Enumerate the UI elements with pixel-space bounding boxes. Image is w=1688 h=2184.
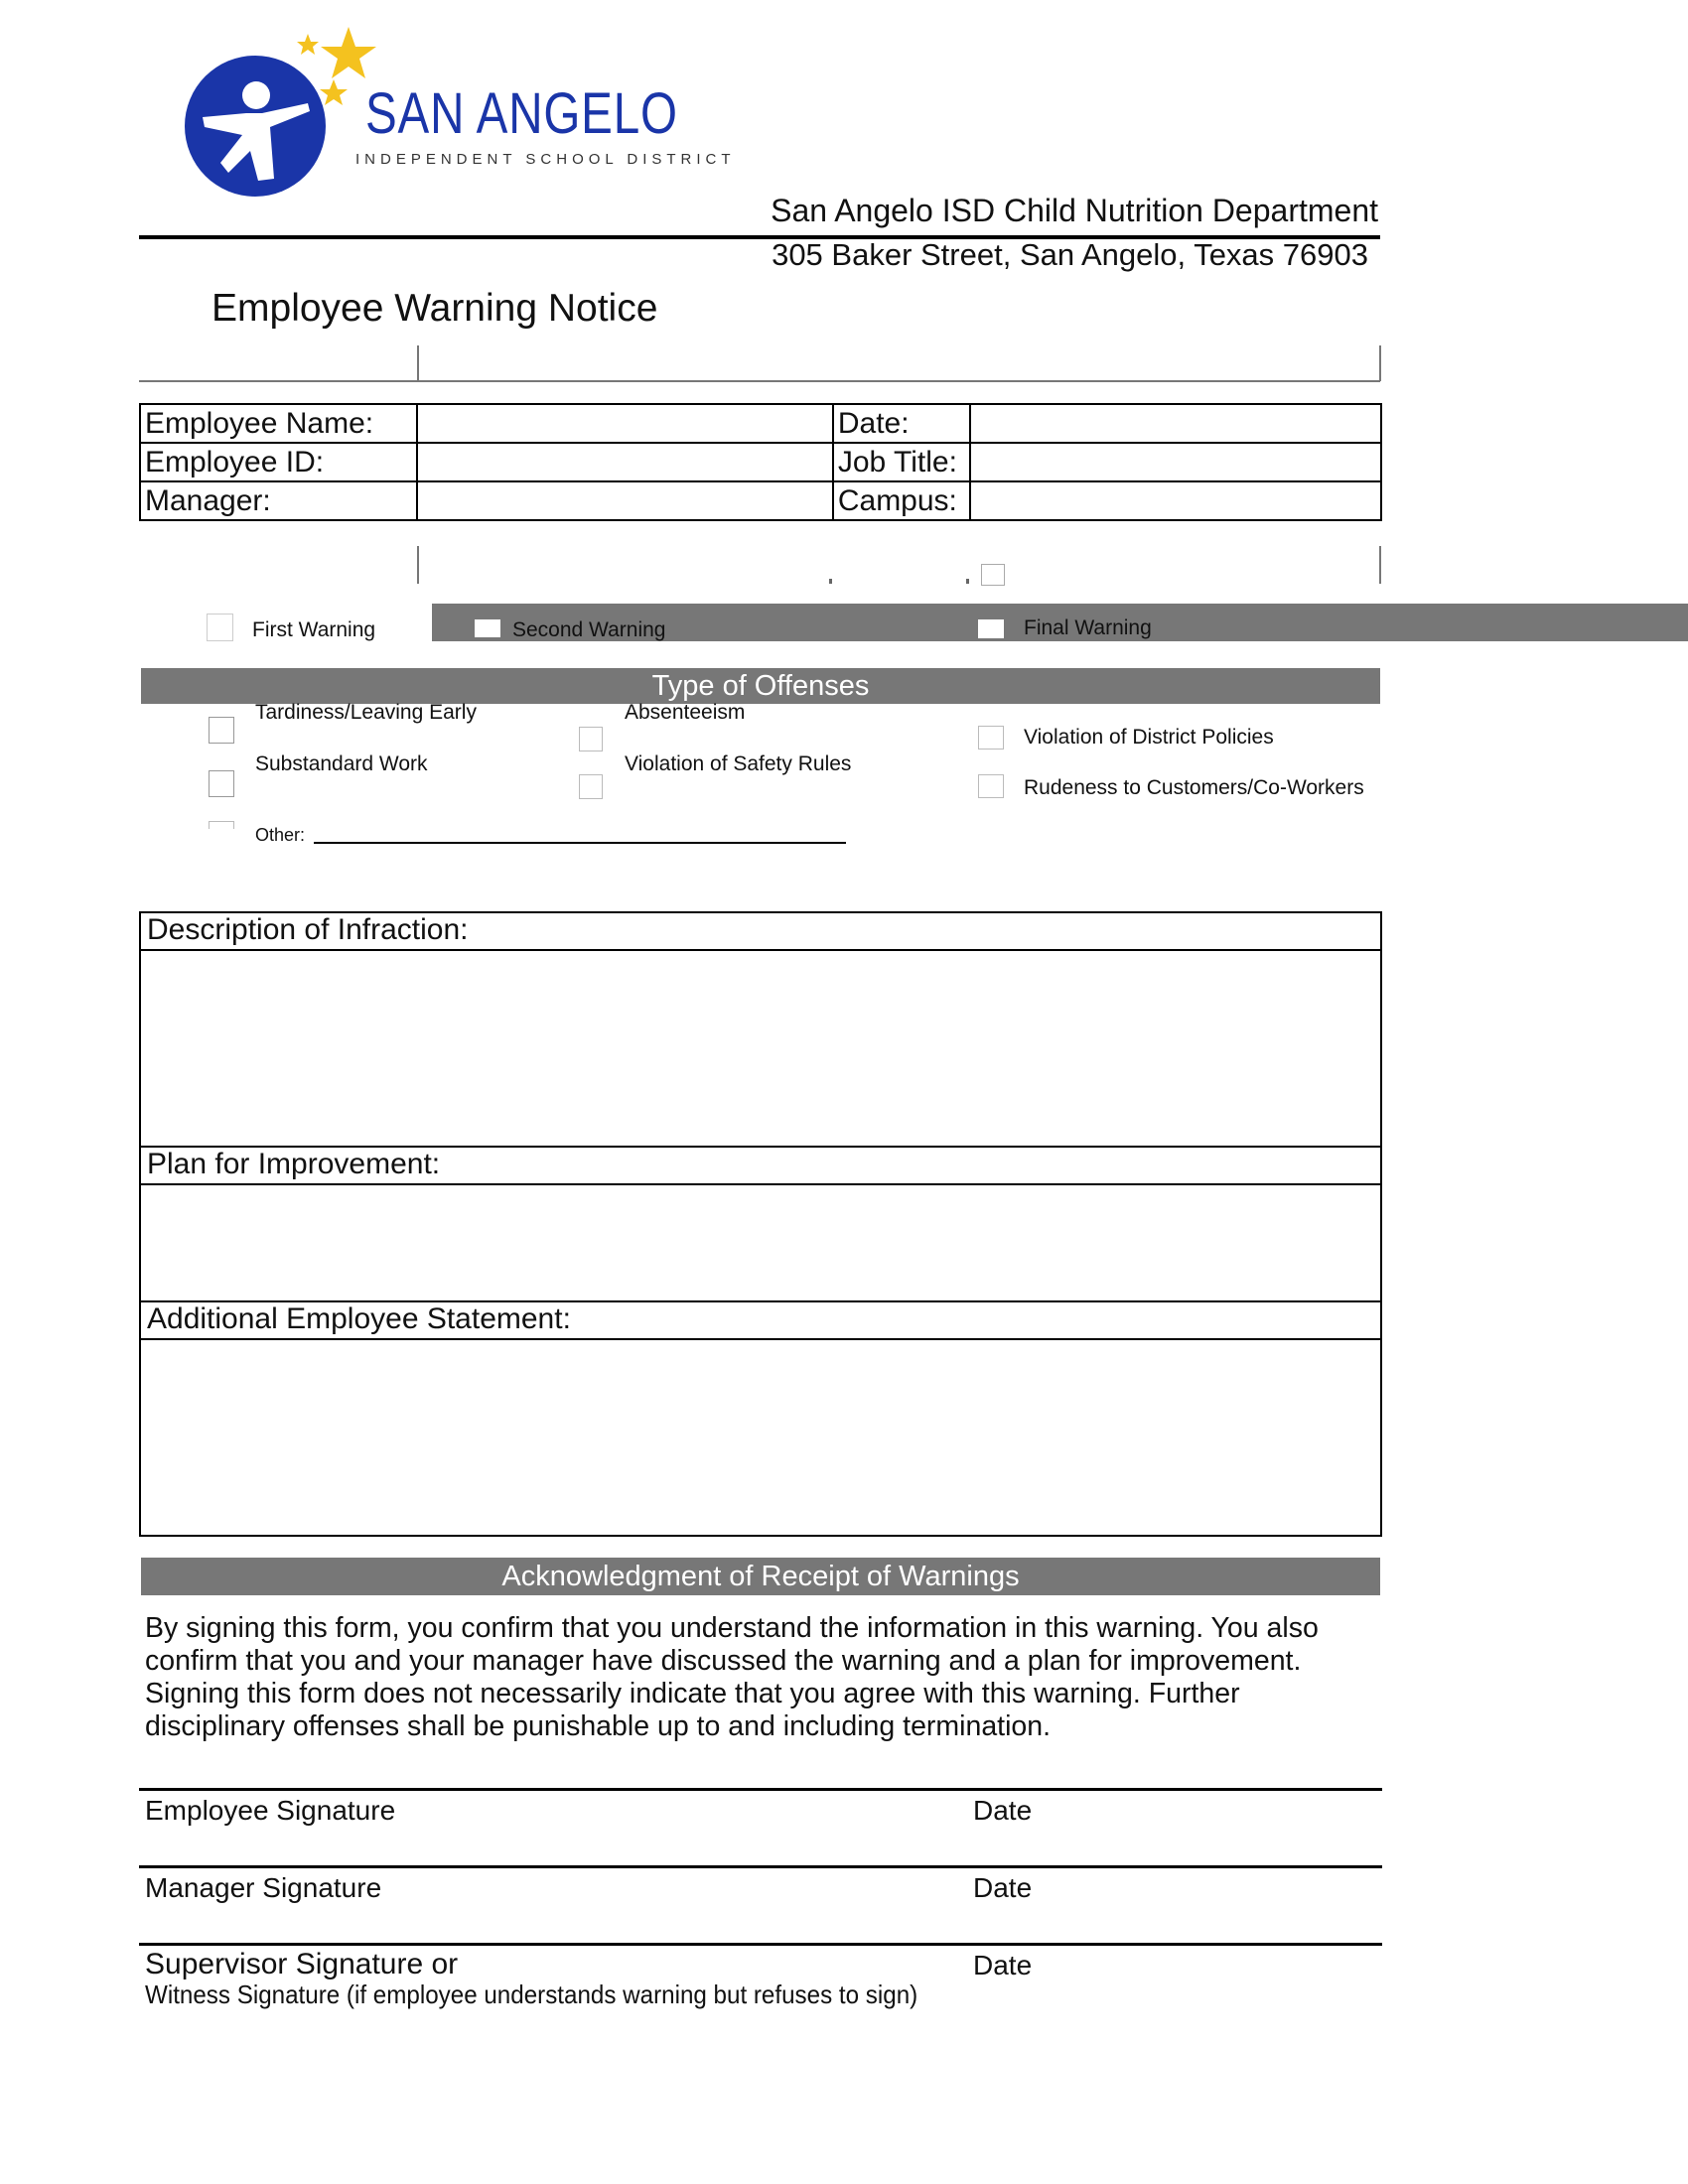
rudeness-label: Rudeness to Customers/Co-Workers bbox=[1024, 776, 1364, 799]
acknowledgment-text bbox=[145, 1612, 1336, 1743]
statement-header-box bbox=[139, 1300, 1382, 1340]
manager-signature-label: Manager Signature bbox=[145, 1872, 382, 1903]
supervisor-signature-line[interactable] bbox=[139, 1943, 1382, 1946]
absenteeism-checkbox[interactable] bbox=[579, 727, 603, 751]
plan-field[interactable] bbox=[139, 1183, 1382, 1302]
final-warning-checkbox[interactable] bbox=[978, 619, 1004, 638]
witness-signature-label: Witness Signature (if employee understands warning but refuses to sign) bbox=[145, 1979, 918, 2009]
date-label: Date: bbox=[833, 404, 970, 443]
description-label: Description of Infraction: bbox=[147, 913, 469, 946]
frame-mark bbox=[829, 579, 832, 584]
acknowledgment-header: Acknowledgment of Receipt of Warnings bbox=[141, 1558, 1380, 1595]
second-warning-checkbox[interactable] bbox=[475, 619, 500, 637]
frame-tick bbox=[417, 546, 419, 584]
district-policies-checkbox[interactable] bbox=[978, 726, 1004, 750]
supervisor-signature-label: Supervisor Signature or bbox=[145, 1948, 459, 1980]
frame-tick bbox=[1379, 546, 1381, 584]
other-input-line[interactable] bbox=[314, 842, 846, 844]
employee-id-label: Employee ID: bbox=[140, 443, 417, 481]
final-warning-label: Final Warning bbox=[1024, 616, 1152, 639]
statement-field[interactable] bbox=[139, 1338, 1382, 1537]
page-title: Employee Warning Notice bbox=[211, 287, 658, 330]
employee-signature-label: Employee Signature bbox=[145, 1795, 396, 1826]
plan-label: Plan for Improvement: bbox=[147, 1148, 441, 1180]
rudeness-checkbox[interactable] bbox=[978, 774, 1004, 798]
supervisor-signature-date-label: Date bbox=[973, 1950, 1033, 1980]
acknowledgment-line: disciplinary offenses shall be punishable up to and including termination. bbox=[145, 1710, 1052, 1742]
substandard-checkbox[interactable] bbox=[209, 770, 234, 797]
campus-label: Campus: bbox=[833, 481, 970, 520]
acknowledgment-line: confirm that you and your manager have discussed the warning and a plan for improvement. bbox=[145, 1645, 1302, 1677]
description-header-box bbox=[139, 911, 1382, 951]
logo-subtitle: INDEPENDENT SCHOOL DISTRICT bbox=[355, 151, 736, 168]
district-policies-label: Violation of District Policies bbox=[1024, 726, 1274, 749]
stray-checkbox bbox=[981, 564, 1005, 586]
employee-signature-date-label: Date bbox=[973, 1795, 1033, 1826]
frame-line bbox=[139, 380, 1380, 382]
first-warning-label: First Warning bbox=[252, 618, 376, 641]
safety-rules-label: Violation of Safety Rules bbox=[625, 752, 852, 775]
manager-signature-date-label: Date bbox=[973, 1872, 1033, 1903]
other-label: Other: bbox=[255, 825, 306, 845]
logo-title: SAN ANGELO bbox=[365, 81, 678, 146]
acknowledgment-line: Signing this form does not necessarily indicate that you agree with this warning. Further bbox=[145, 1678, 1240, 1709]
tardiness-label: Tardiness/Leaving Early bbox=[255, 701, 477, 724]
manager-signature-line[interactable] bbox=[139, 1865, 1382, 1868]
employee-name-label: Employee Name: bbox=[140, 404, 417, 443]
plan-header-box bbox=[139, 1146, 1382, 1185]
employee-id-field[interactable] bbox=[417, 443, 833, 481]
job-title-field[interactable] bbox=[970, 443, 1381, 481]
employee-signature-line[interactable] bbox=[139, 1788, 1382, 1791]
acknowledgment-line: By signing this form, you confirm that you understand the information in this warning. You also bbox=[145, 1612, 1319, 1644]
statement-label: Additional Employee Statement: bbox=[147, 1302, 571, 1335]
manager-field[interactable] bbox=[417, 481, 833, 520]
second-warning-label: Second Warning bbox=[512, 618, 666, 641]
tardiness-checkbox[interactable] bbox=[209, 717, 234, 744]
manager-label: Manager: bbox=[140, 481, 417, 520]
safety-rules-checkbox[interactable] bbox=[579, 774, 603, 799]
first-warning-checkbox[interactable] bbox=[207, 614, 233, 641]
frame-tick bbox=[1379, 345, 1381, 381]
description-field[interactable] bbox=[139, 949, 1382, 1148]
frame-mark bbox=[966, 579, 969, 584]
department-name: San Angelo ISD Child Nutrition Department bbox=[771, 193, 1378, 228]
employee-info-table bbox=[139, 403, 1382, 521]
substandard-label: Substandard Work bbox=[255, 752, 428, 775]
frame-tick bbox=[417, 345, 419, 381]
absenteeism-label: Absenteeism bbox=[625, 701, 746, 724]
other-checkbox[interactable] bbox=[209, 821, 234, 829]
date-field[interactable] bbox=[970, 404, 1381, 443]
job-title-label: Job Title: bbox=[833, 443, 970, 481]
department-address: 305 Baker Street, San Angelo, Texas 76903 bbox=[772, 237, 1368, 272]
employee-name-field[interactable] bbox=[417, 404, 833, 443]
campus-field[interactable] bbox=[970, 481, 1381, 520]
offenses-header: Type of Offenses bbox=[141, 668, 1380, 704]
